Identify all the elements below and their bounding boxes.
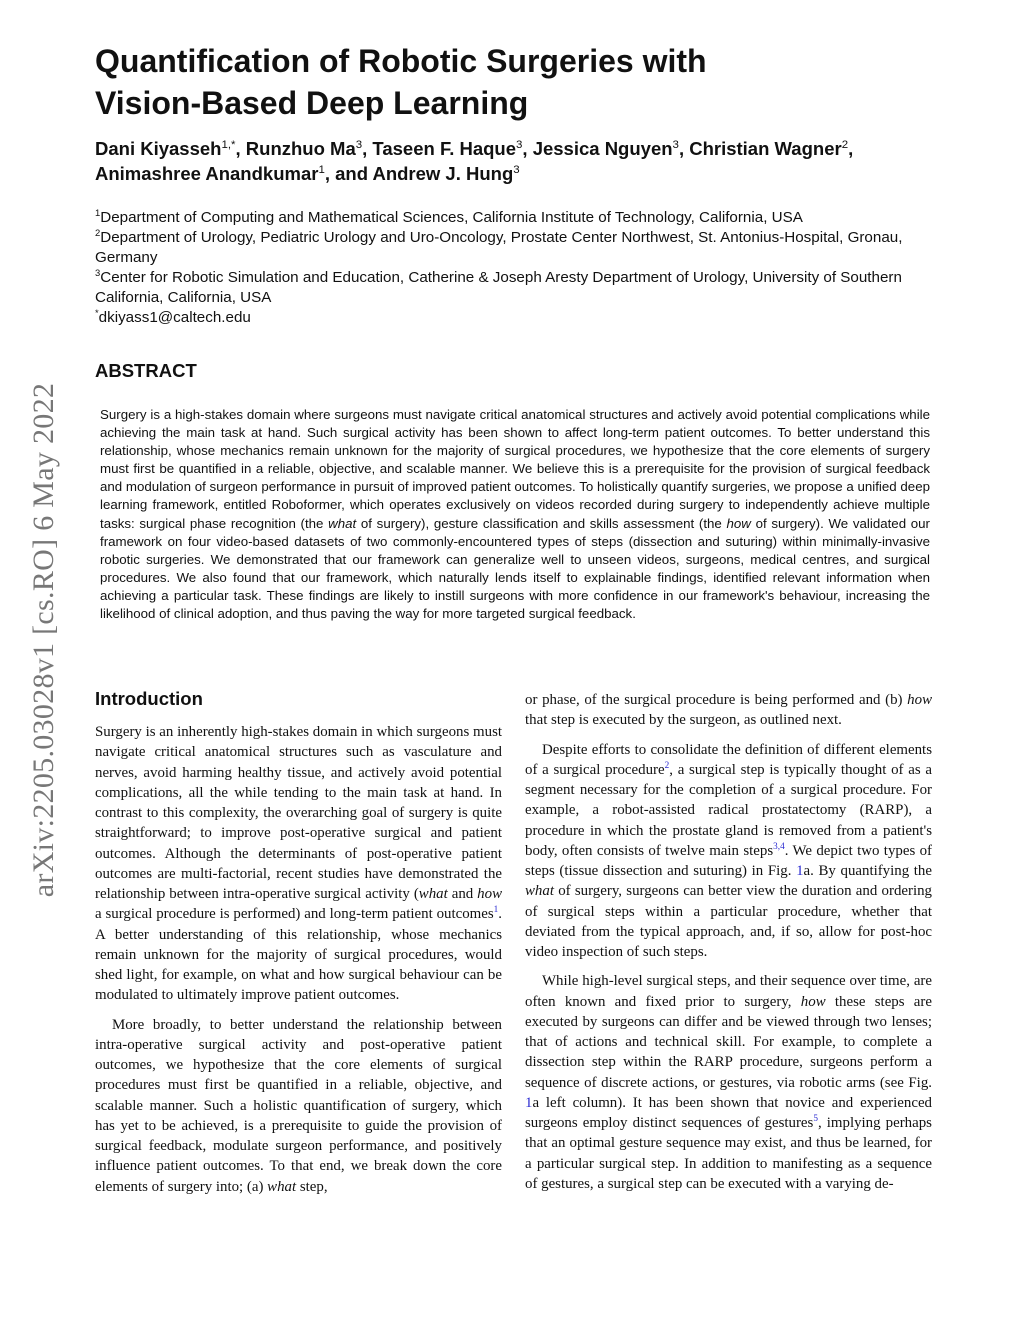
affiliation-list xyxy=(95,208,940,328)
intro-paragraph xyxy=(525,740,932,963)
author-separator: , xyxy=(848,138,854,159)
text-run: or phase, of the surgical procedure is being performed and (b) xyxy=(525,692,908,708)
affiliation-mark: 2 xyxy=(95,226,101,238)
emphasis-what: what xyxy=(418,886,448,902)
text-run: More broadly, to better understand the relationship between intra-operative surgical activity and post-operative patient outcomes, we hypothesize that the core elements of surgical procedures must first be quantified in a reliable, objective, and scalable manner. Such a holistic quantification of surgery, which has yet to be achieved, is a prerequisite to guide the provision of surgical feedback, modulate surgeon performance, and positively influence patient outcomes. To that end, we break down the core elements of surgery into; (a) xyxy=(95,1016,502,1195)
left-column xyxy=(95,722,502,1206)
author-affiliation-mark: 2 xyxy=(841,138,849,151)
author-separator: , xyxy=(362,138,373,159)
text-run: a left column). It has been shown that novice and experienced surgeons employ distinct sequences of gestures xyxy=(525,1094,932,1131)
title-line-2: Vision-Based Deep Learning xyxy=(95,85,529,121)
text-run: a. By quantifying the xyxy=(803,863,932,879)
title-line-1: Quantification of Robotic Surgeries with xyxy=(95,43,707,79)
author-name: Christian Wagner xyxy=(689,138,842,159)
text-run: , implying perhaps that an optimal gesture sequence may exist, and thus be learned, for a particular surgical step. In addition to manifesting as a sequence of gestures, a surgical step can be executed with a varying de- xyxy=(525,1115,932,1192)
text-run: that step is executed by the surgeon, as outlined next. xyxy=(525,712,842,729)
text-run: , a surgical step is typically thought of as a segment necessary for the completion of a surgical procedure. For example, a robot-assisted radical prostatectomy (RARP), a procedure in which the prostate gland is removed from a patient's body, often consists of twelve main steps xyxy=(525,761,932,859)
paper-title xyxy=(95,40,925,124)
citation-link[interactable]: 3,4 xyxy=(773,840,785,851)
author-name: Taseen F. Haque xyxy=(372,138,517,159)
emphasis-how: how xyxy=(477,886,502,902)
text-run: Surgery is an inherently high-stakes domain in which surgeons must navigate critical anatomical structures such as vasculature and nerves, avoid harming healthy tissue, and actively avoid potential complications, all the while tending to the main task at hand. In contrast to this complexity, the overarching goal of surgery is quite straightforward; to improve post-operative surgical and patient outcomes. Although the determinants of post-operative patient outcomes are multi-factorial, recent studies have demonstrated the relationship between intra-operative surgical activity ( xyxy=(95,724,502,902)
affiliation-item xyxy=(95,208,940,228)
text-run: Despite efforts to consolidate the definition of different elements of a surgical procedure xyxy=(525,741,932,778)
affiliation-text: Department of Computing and Mathematical Sciences, California Institute of Technology, California, USA xyxy=(100,209,803,226)
intro-paragraph xyxy=(525,690,932,731)
emphasis-what: what xyxy=(267,1178,297,1195)
citation-link[interactable]: 5 xyxy=(813,1113,818,1124)
text-run: step, xyxy=(296,1178,328,1195)
affiliation-text: Center for Robotic Simulation and Education, Catherine & Joseph Aresty Department of Urology, University of Southern California, California, USA xyxy=(95,269,902,306)
abstract-emphasis-how: how xyxy=(726,515,751,531)
abstract-text xyxy=(100,406,930,623)
contact-email xyxy=(95,308,940,328)
author-separator: , and xyxy=(324,163,373,184)
affiliation-mark: 3 xyxy=(95,266,101,278)
citation-link[interactable]: 2 xyxy=(664,759,670,770)
author-affiliation-mark: 3 xyxy=(513,163,520,176)
abstract-part: Surgery is a high-stakes domain where surgeons must navigate critical anatomical structures and actively avoid potential complications while achieving the main task at hand. Such surgical activity has been shown to affect long-term patient outcomes. To better understand this relationship, whose mechanics remain unknown for the majority of surgical procedures, we hypothesize that the core elements of surgery must first be quantified in a reliable, objective, and scalable manner. We believe this is a prerequisite for the provision of surgical feedback and modulation of surgeon performance in pursuit of improved patient outcomes. To holistically quantify surgeries, we propose a unified deep learning framework, entitled Roboformer, which operates exclusively on videos recorded during surgery to independently achieve multiple tasks: surgical phase recognition (the xyxy=(100,407,930,531)
author-name: Runzhuo Ma xyxy=(245,138,356,159)
affiliation-mark: * xyxy=(95,306,99,318)
author-affiliation-mark: 1,* xyxy=(221,138,236,151)
author-affiliation-mark: 3 xyxy=(355,138,363,151)
text-run: While high-level surgical steps, and their sequence over time, are often known and fixed prior to surgery, xyxy=(525,973,932,1010)
text-run: . A better understanding of this relationship, whose mechanics remain unknown for the majority of surgical procedures, would shed light, for example, on what and how surgical behaviour can be modulated to ultimately improve patient outcomes. xyxy=(95,906,502,1004)
author-affiliation-mark: 1 xyxy=(318,163,325,176)
abstract-heading: ABSTRACT xyxy=(95,360,197,381)
abstract-part: of surgery). We validated our framework on four video-based datasets of two commonly-encountered types of steps (dissection and suturing) within minimally-invasive robotic surgeries. We demonstrated that our framework can generalize well to unseen videos, surgeons, medical centres, and surgical procedures. We also found that our framework, which naturally lends itself to explainable findings, identified relevant information when achieving a particular task. These findings are likely to instill surgeons with more confidence in our framework's behaviour, increasing the likelihood of clinical adoption, and thus paving the way for more targeted surgical feedback. xyxy=(100,515,930,622)
author-affiliation-mark: 3 xyxy=(516,138,523,151)
emphasis-how: how xyxy=(907,692,932,708)
intro-paragraph xyxy=(95,722,502,1006)
right-column xyxy=(525,690,932,1203)
affiliation-text: Department of Urology, Pediatric Urology and Uro-Oncology, Prostate Center Northwest, St. Antonius-Hospital, Gronau, Germany xyxy=(95,229,903,266)
intro-paragraph xyxy=(95,1015,502,1197)
figure-link[interactable]: 1 xyxy=(796,863,804,879)
text-run: a surgical procedure is performed) and long-term patient outcomes xyxy=(95,906,494,923)
author-list xyxy=(95,136,945,186)
abstract-part: of surgery), gesture classification and skills assessment (the xyxy=(356,515,727,531)
author-name: Andrew J. Hung xyxy=(372,163,514,184)
author-separator: , xyxy=(522,138,533,159)
affiliation-item xyxy=(95,268,940,308)
arxiv-identifier: arXiv:2205.03028v1 [cs.RO] 6 May 2022 xyxy=(27,382,60,898)
introduction-heading: Introduction xyxy=(95,688,203,709)
author-name: Dani Kiyasseh xyxy=(95,138,222,159)
text-run: of surgery, surgeons can better view the duration and ordering of surgical steps within a particular procedure, whether that deviated from the typical approach, and, if so, allow for post-hoc video inspection of such steps. xyxy=(525,883,932,960)
citation-link[interactable]: 1 xyxy=(493,904,499,915)
author-affiliation-mark: 3 xyxy=(672,138,679,151)
abstract-emphasis-what: what xyxy=(328,515,357,531)
author-separator: , xyxy=(235,138,246,159)
author-name: Jessica Nguyen xyxy=(532,138,673,159)
emphasis-what: what xyxy=(525,883,554,900)
figure-link[interactable]: 1 xyxy=(525,1094,533,1111)
intro-paragraph xyxy=(525,971,932,1194)
text-run: . We depict two types of steps (tissue dissection and suturing) in Fig. xyxy=(525,842,933,879)
author-separator: , xyxy=(678,138,690,159)
affiliation-mark: 1 xyxy=(95,206,101,218)
text-run: these steps are executed by surgeons can differ and be viewed through two lenses; that of actions and technical skill. For example, to complete a dissection step within the RARP procedure, surgeons perform a sequence of discrete actions, or gestures, via robotic arms (see Fig. xyxy=(525,993,932,1091)
text-run: and xyxy=(447,886,478,902)
emphasis-how: how xyxy=(800,993,826,1010)
author-name: Animashree Anandkumar xyxy=(95,163,319,184)
affiliation-item xyxy=(95,228,940,268)
email-text: dkiyass1@caltech.edu xyxy=(98,309,251,326)
